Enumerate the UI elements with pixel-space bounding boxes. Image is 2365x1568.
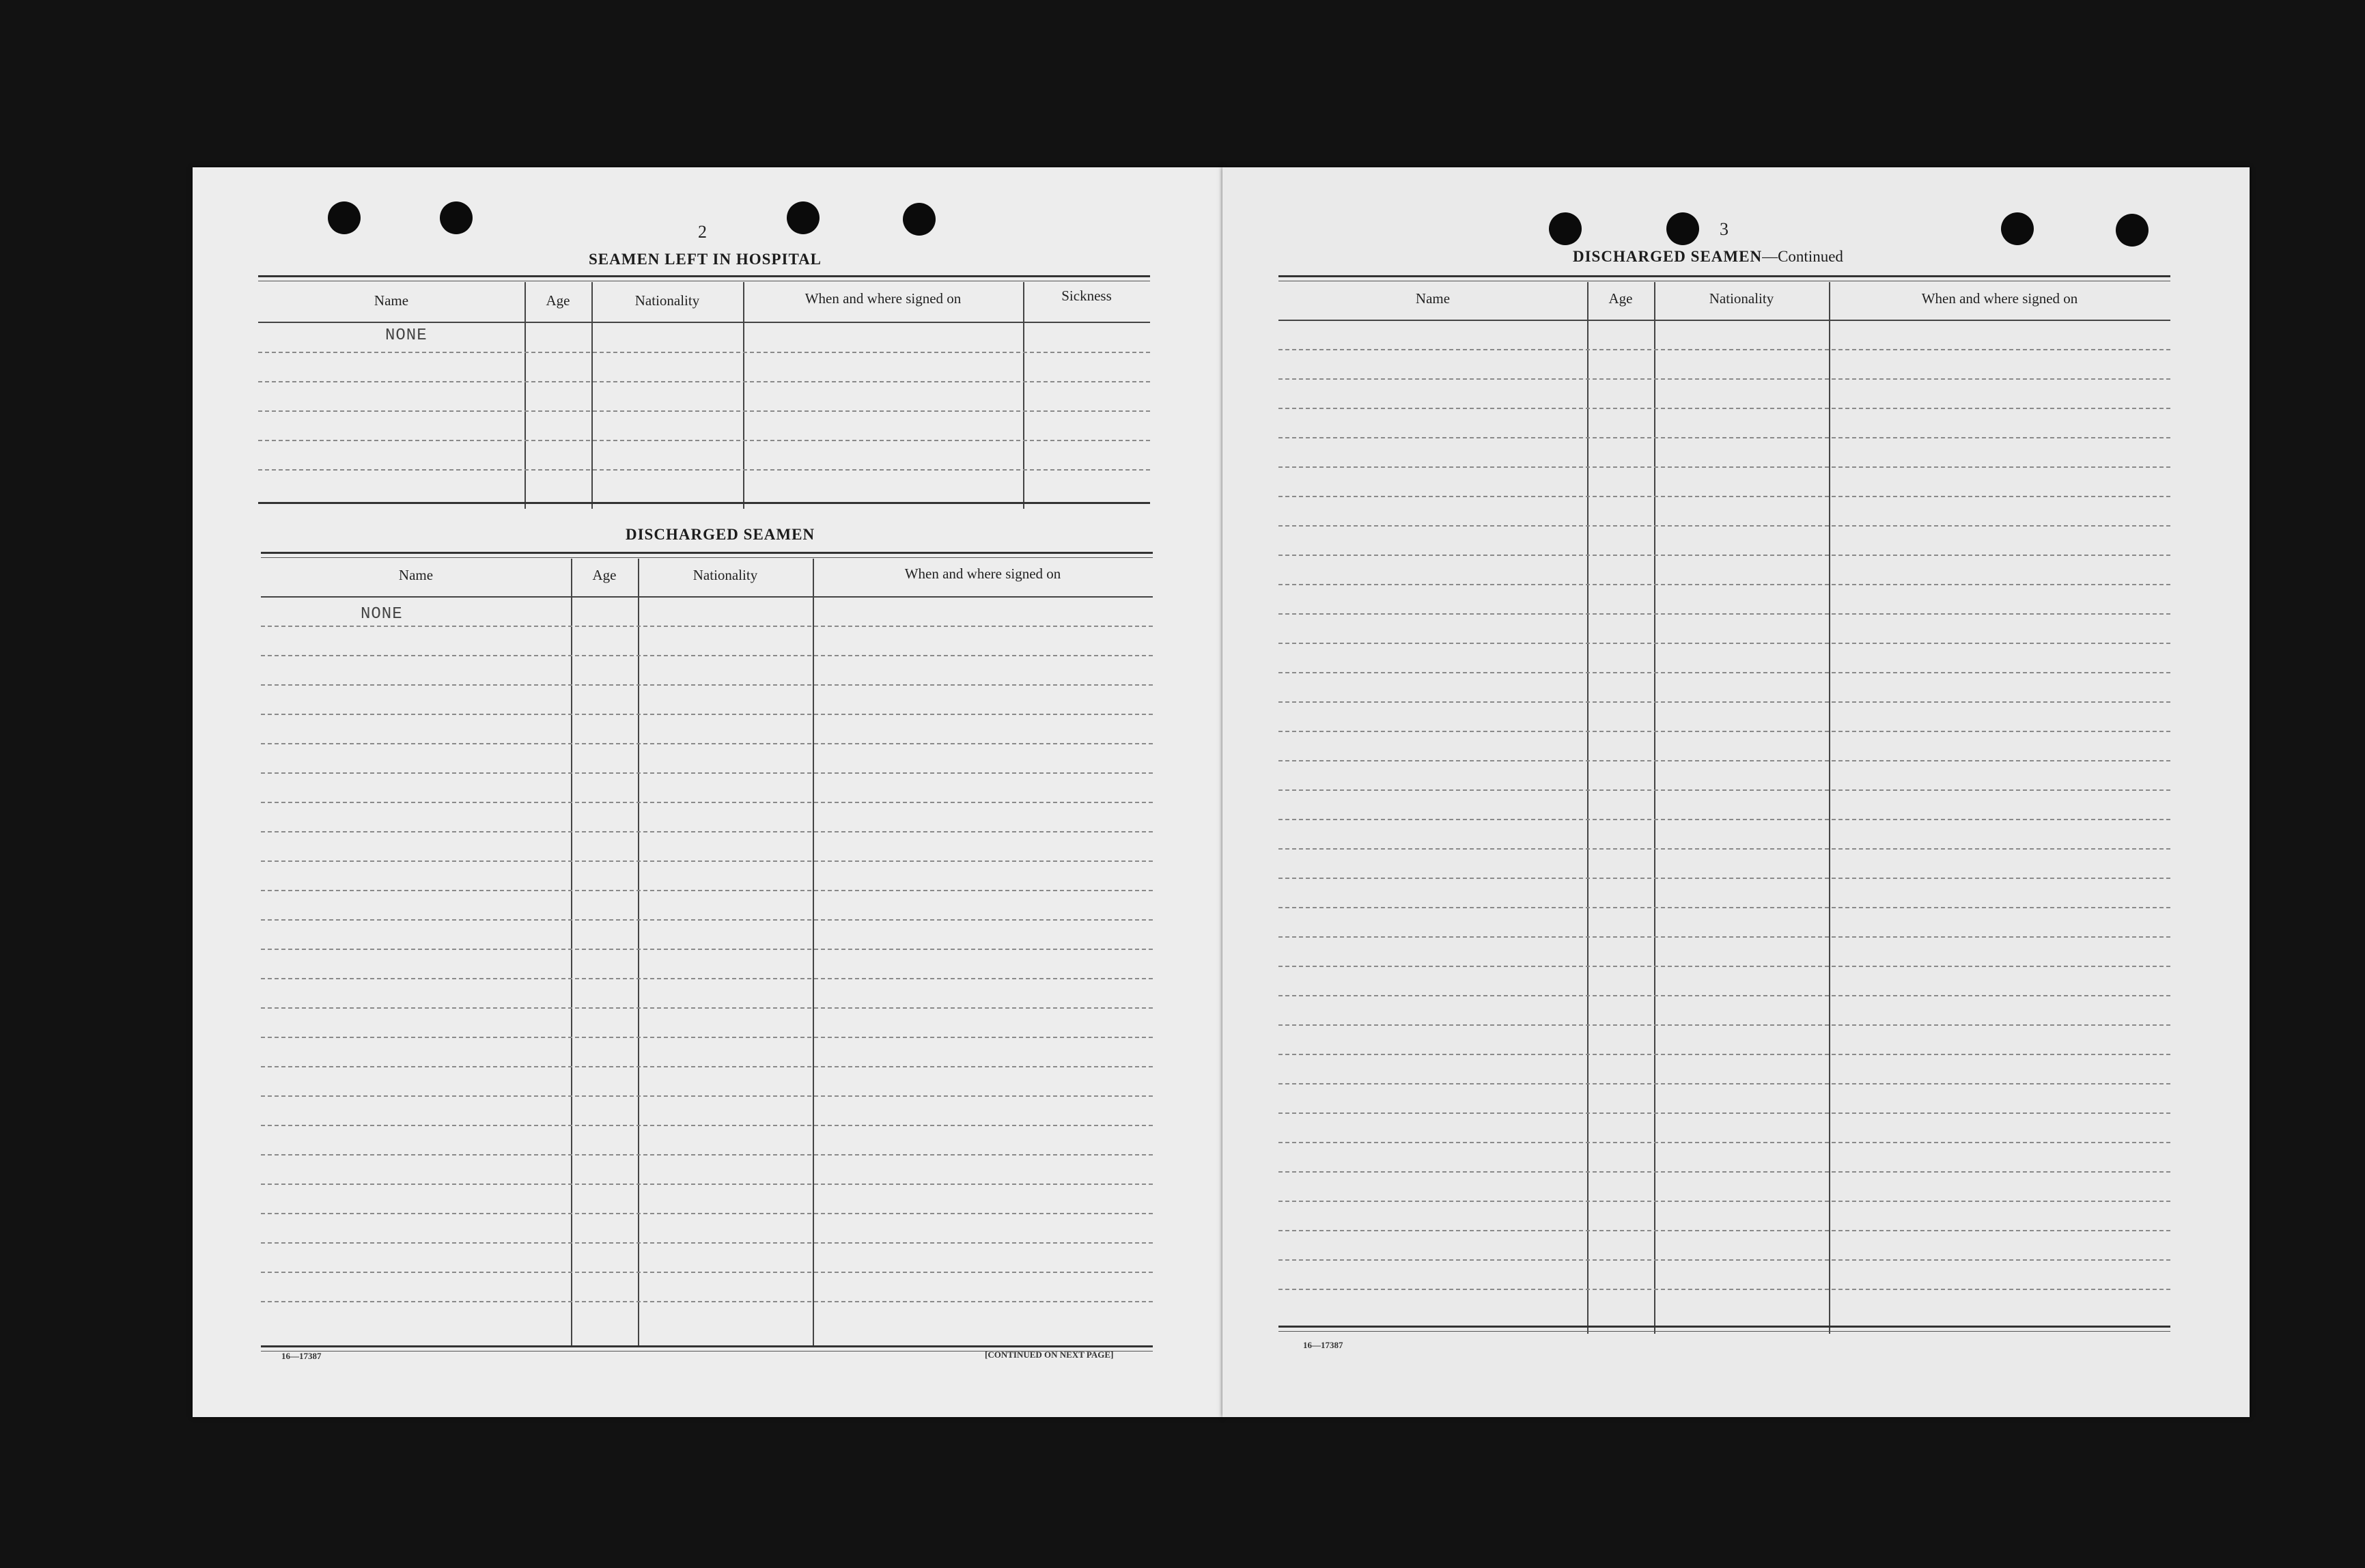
title-main: DISCHARGED SEAMEN <box>1573 248 1763 265</box>
punch-hole <box>1666 212 1699 245</box>
discharged-section-title: DISCHARGED SEAMEN <box>626 526 815 543</box>
header-sickness: Sickness <box>1061 288 1112 304</box>
punch-hole <box>1549 212 1582 245</box>
punch-hole <box>2116 214 2149 247</box>
continued-note: [CONTINUED ON NEXT PAGE] <box>985 1349 1114 1360</box>
header-name: Name <box>374 292 409 309</box>
punch-hole <box>2001 212 2034 245</box>
right-page <box>1222 167 2250 1417</box>
header-age: Age <box>592 567 617 583</box>
page-number: 2 <box>698 222 707 242</box>
hospital-entry-none: NONE <box>385 326 428 345</box>
header-name: Name <box>398 567 434 583</box>
header-age: Age <box>1608 290 1633 307</box>
punch-hole <box>440 201 473 234</box>
hospital-section-title: SEAMEN LEFT IN HOSPITAL <box>589 251 822 268</box>
left-page <box>193 167 1222 1417</box>
header-nationality: Nationality <box>692 567 758 583</box>
punch-hole <box>328 201 361 234</box>
page-number: 3 <box>1720 219 1729 239</box>
header-nationality: Nationality <box>1709 290 1774 307</box>
discharged-entry-none: NONE <box>361 605 403 624</box>
form-number: 16—17387 <box>1303 1340 1343 1350</box>
discharged-continued-title <box>1573 248 1843 266</box>
header-when-where: When and where signed on <box>804 290 962 307</box>
discharged-continued-table <box>1278 275 2170 1341</box>
discharged-table <box>261 552 1153 1358</box>
header-when-where: When and where signed on <box>904 565 1061 582</box>
punch-hole <box>903 203 936 236</box>
title-continued: —Continued <box>1762 248 1843 265</box>
punch-hole <box>787 201 820 234</box>
header-age: Age <box>546 292 570 309</box>
header-name: Name <box>1415 290 1451 307</box>
form-number: 16—17387 <box>281 1351 322 1361</box>
header-when-where: When and where signed on <box>1921 290 2078 307</box>
header-nationality: Nationality <box>634 292 700 309</box>
